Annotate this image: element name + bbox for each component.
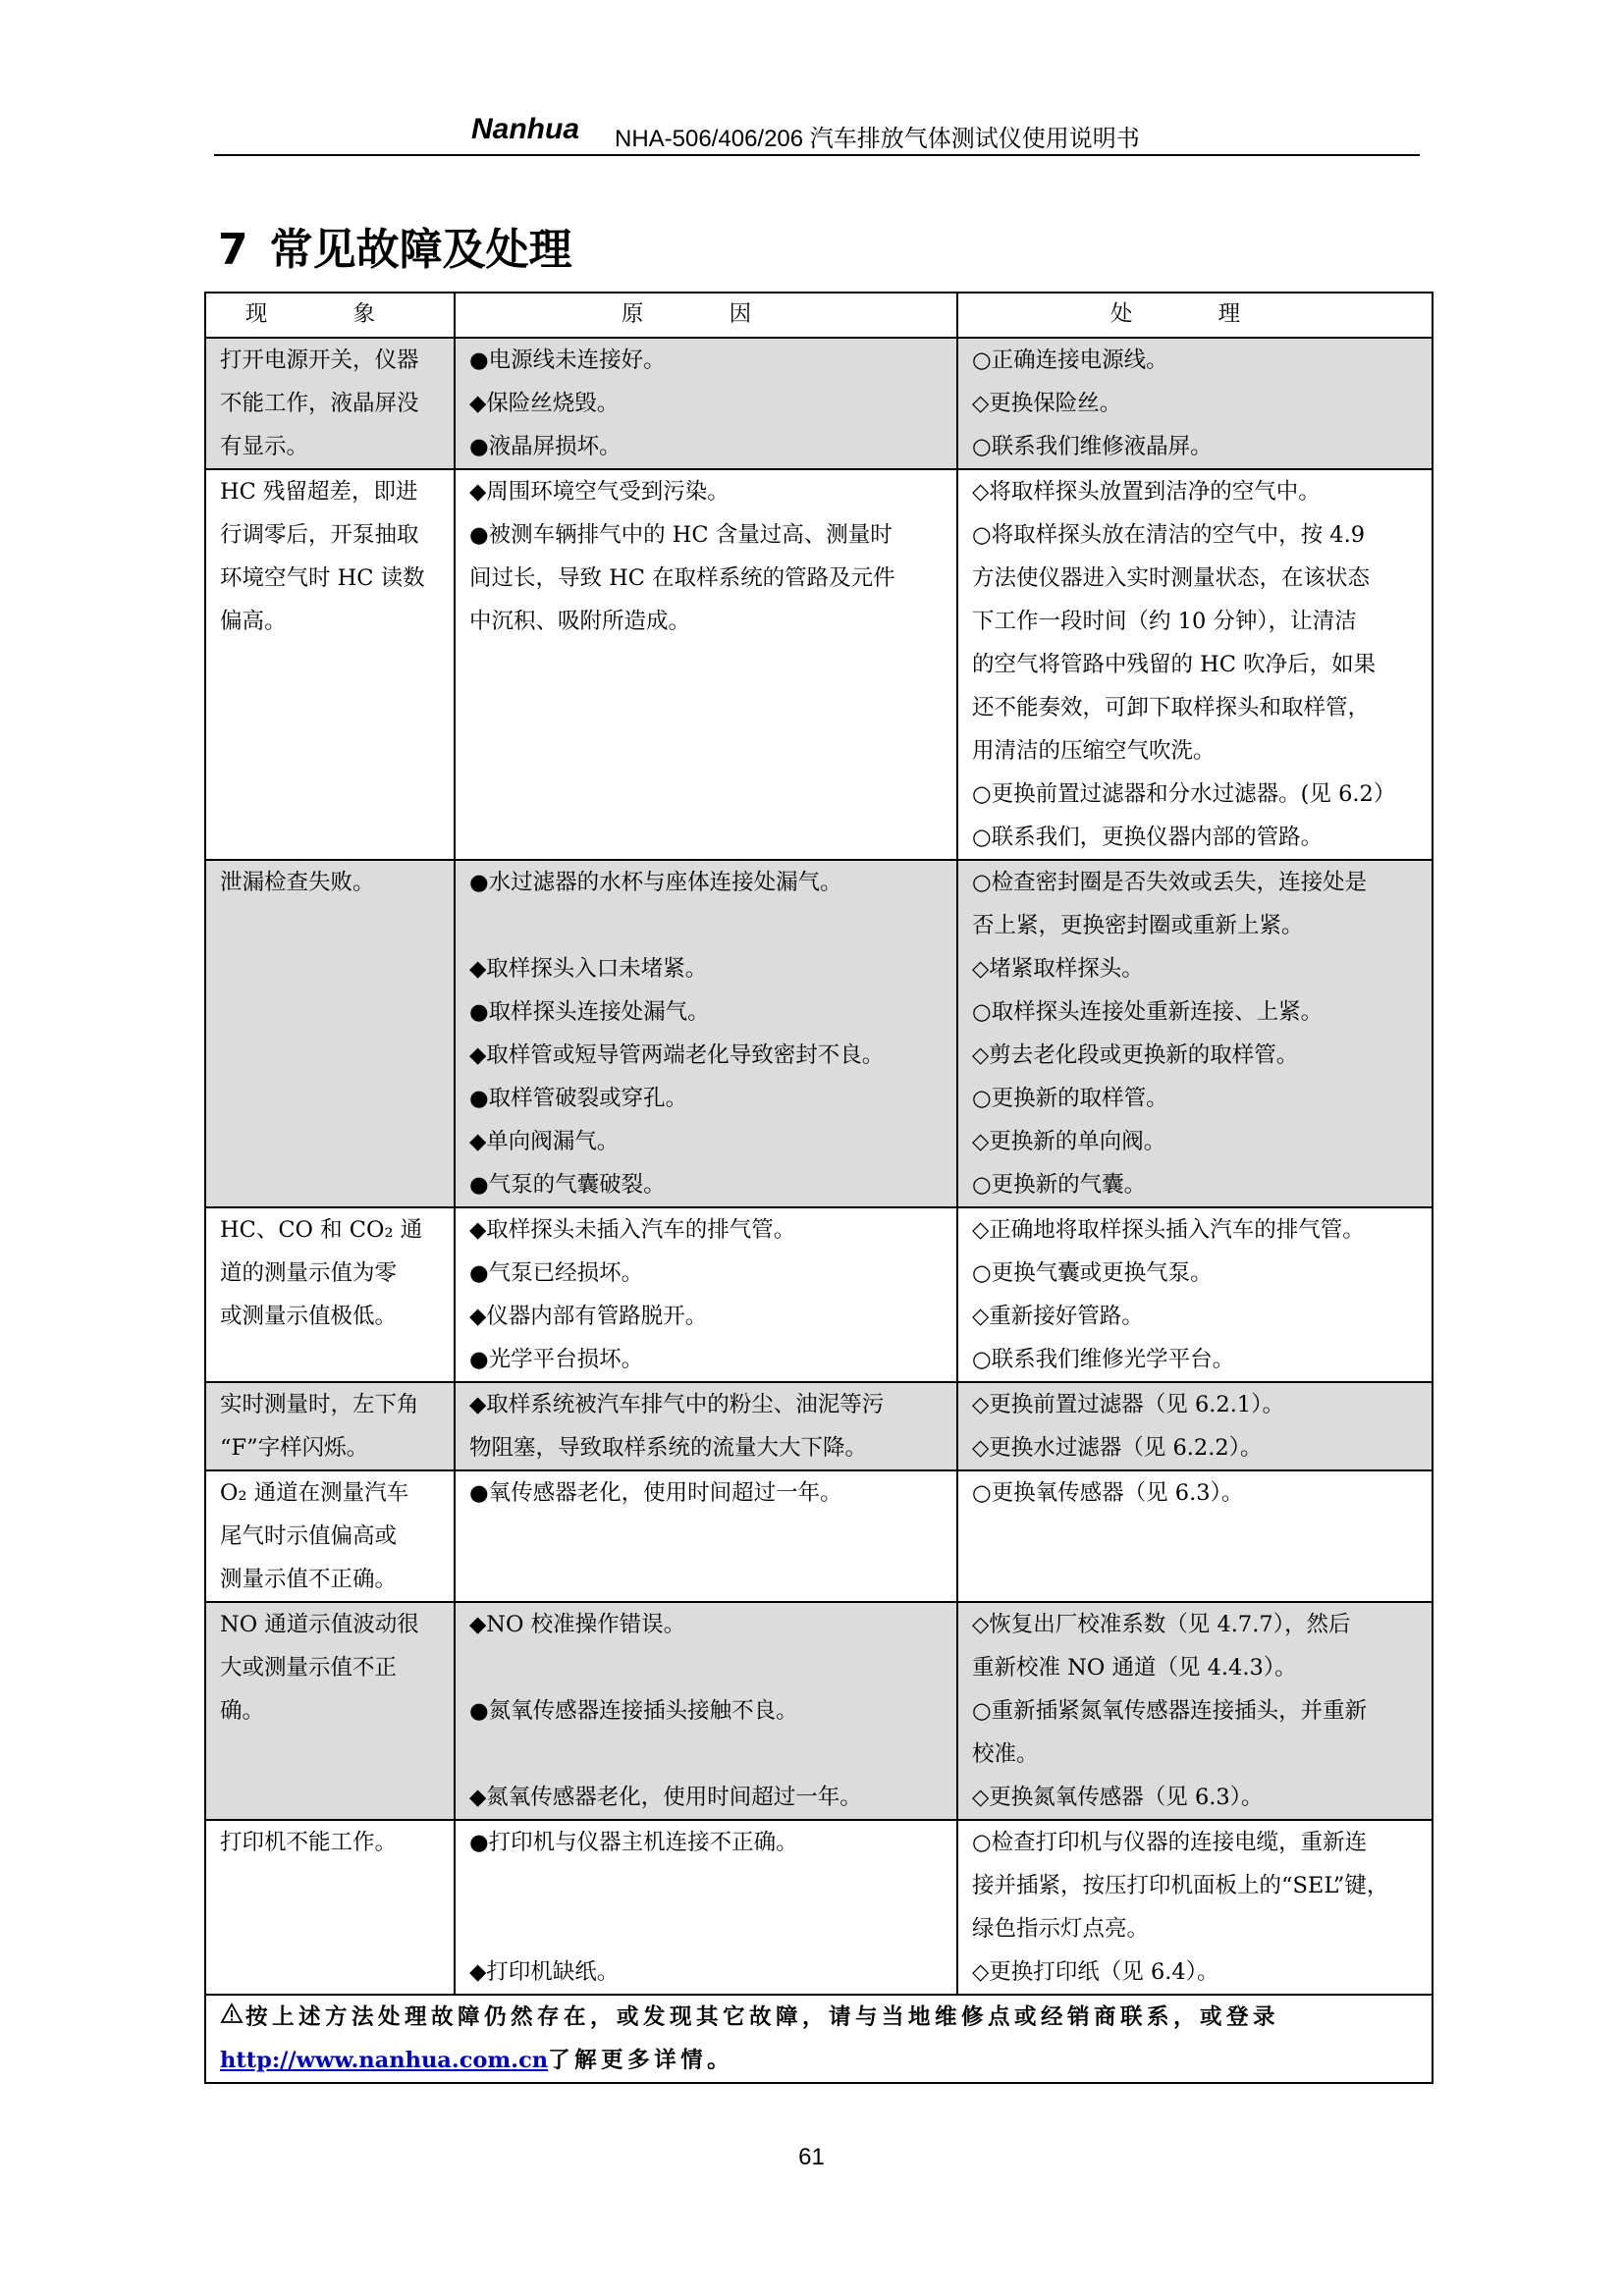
cause-item: ◆取样探头入口未堵紧。 bbox=[469, 956, 708, 982]
action-cell bbox=[957, 1602, 1433, 1820]
table-row bbox=[205, 1382, 1433, 1470]
cause-cell bbox=[455, 860, 957, 1207]
phenomenon-line: 不能工作，液晶屏没 bbox=[220, 391, 419, 416]
action-cell bbox=[957, 1207, 1433, 1382]
cause-item: ◆取样管或短导管两端老化导致密封不良。 bbox=[469, 1042, 885, 1068]
chapter-number: 7 bbox=[218, 225, 248, 275]
phenomenon-line: 偏高。 bbox=[220, 609, 287, 634]
table-row bbox=[205, 1470, 1433, 1602]
phenomenon-cell bbox=[205, 469, 455, 860]
action-item: ○更换新的气囊。 bbox=[972, 1172, 1147, 1198]
spacer-line bbox=[469, 1646, 943, 1689]
phenomenon-cell bbox=[205, 1470, 455, 1602]
cause-item: ◆打印机缺纸。 bbox=[469, 1959, 620, 1985]
cause-item: ◆周围环境空气受到污染。 bbox=[469, 479, 730, 505]
action-item: ○重新插紧氮氧传感器连接插头，并重新 bbox=[972, 1698, 1368, 1724]
notice-text: 按上述方法处理故障仍然存在，或发现其它故障，请与当地维修点或经销商联系，或登录 bbox=[245, 2004, 1280, 2030]
cause-item: ◆取样探头未插入汽车的排气管。 bbox=[469, 1217, 796, 1243]
action-cell bbox=[957, 860, 1433, 1207]
action-item: ○检查密封圈是否失效或丢失，连接处是 bbox=[972, 870, 1368, 895]
phenomenon-cell bbox=[205, 1382, 455, 1470]
action-item: 否上紧，更换密封圈或重新上紧。 bbox=[972, 913, 1304, 938]
phenomenon-line: 泄漏检查失败。 bbox=[220, 870, 375, 895]
cause-item: ●取样探头连接处漏气。 bbox=[469, 999, 710, 1025]
action-cell bbox=[957, 1470, 1433, 1602]
cause-item: ◆保险丝烧毁。 bbox=[469, 391, 620, 416]
action-item: ○更换新的取样管。 bbox=[972, 1086, 1168, 1111]
cause-item: ●氮氧传感器连接插头接触不良。 bbox=[469, 1698, 798, 1724]
spacer-line bbox=[469, 1864, 943, 1907]
action-item: ○更换前置过滤器和分水过滤器。(见 6.2） bbox=[972, 781, 1396, 807]
action-cell bbox=[957, 1820, 1433, 1995]
action-item: 还不能奏效，可卸下取样探头和取样管， bbox=[972, 695, 1371, 721]
table-row bbox=[205, 1207, 1433, 1382]
column-header-phenomenon: 现 象 bbox=[205, 293, 455, 338]
action-item: ◇重新接好管路。 bbox=[972, 1304, 1144, 1329]
cause-cell bbox=[455, 1382, 957, 1470]
action-item: ○联系我们，更换仪器内部的管路。 bbox=[972, 825, 1324, 850]
table-row bbox=[205, 860, 1433, 1207]
action-item: ◇更换打印纸（见 6.4）。 bbox=[972, 1959, 1219, 1985]
page-header bbox=[214, 115, 1420, 156]
action-item: ○正确连接电源线。 bbox=[972, 347, 1168, 373]
notice-row bbox=[205, 1995, 1433, 2083]
cause-cell bbox=[455, 1602, 957, 1820]
troubleshooting-table bbox=[204, 292, 1434, 2084]
table-body bbox=[205, 338, 1433, 1995]
chapter-title bbox=[218, 214, 572, 277]
brand-logo: Nanhua bbox=[471, 113, 580, 145]
website-link[interactable]: http://www.nanhua.com.cn bbox=[220, 2048, 549, 2073]
warning-icon bbox=[220, 1996, 243, 2039]
action-item: 绿色指示灯点亮。 bbox=[972, 1916, 1150, 1942]
action-item: ◇更换氮氧传感器（见 6.3）。 bbox=[972, 1785, 1264, 1810]
cause-cell bbox=[455, 469, 957, 860]
column-header-action: 处 理 bbox=[957, 293, 1433, 338]
phenomenon-cell bbox=[205, 1207, 455, 1382]
cause-cell bbox=[455, 1470, 957, 1602]
phenomenon-line: HC、CO 和 CO₂ 通 bbox=[220, 1217, 423, 1243]
cause-item: ●电源线未连接好。 bbox=[469, 347, 666, 373]
cause-item: ●水过滤器的水杯与座体连接处漏气。 bbox=[469, 870, 842, 895]
phenomenon-line: 行调零后，开泵抽取 bbox=[220, 522, 419, 548]
action-item: 方法使仪器进入实时测量状态，在该状态 bbox=[972, 565, 1371, 591]
action-item: ○更换气囊或更换气泵。 bbox=[972, 1260, 1213, 1286]
phenomenon-line: 实时测量时，左下角 bbox=[220, 1392, 419, 1417]
cause-item: ◆NO 校准操作错误。 bbox=[469, 1612, 686, 1637]
action-cell bbox=[957, 469, 1433, 860]
column-header-cause: 原 因 bbox=[455, 293, 957, 338]
action-item: ◇更换新的单向阀。 bbox=[972, 1129, 1166, 1154]
action-item: ◇更换水过滤器（见 6.2.2）。 bbox=[972, 1435, 1263, 1461]
action-item: ◇剪去老化段或更换新的取样管。 bbox=[972, 1042, 1299, 1068]
phenomenon-line: 道的测量示值为零 bbox=[220, 1260, 398, 1286]
phenomenon-line: “F”字样闪烁。 bbox=[220, 1435, 369, 1461]
action-item: ○取样探头连接处重新连接、上紧。 bbox=[972, 999, 1324, 1025]
notice-cell bbox=[205, 1995, 1433, 2083]
phenomenon-line: 大或测量示值不正 bbox=[220, 1655, 398, 1681]
spacer-line bbox=[469, 1733, 943, 1776]
phenomenon-line: 环境空气时 HC 读数 bbox=[220, 565, 425, 591]
spacer-line bbox=[469, 904, 943, 947]
chapter-heading: 常见故障及处理 bbox=[269, 225, 572, 275]
phenomenon-cell bbox=[205, 338, 455, 469]
cause-item: ●被测车辆排气中的 HC 含量过高、测量时 bbox=[469, 522, 893, 548]
action-item: 校准。 bbox=[972, 1741, 1039, 1767]
cause-cell bbox=[455, 1820, 957, 1995]
action-item: ◇将取样探头放置到洁净的空气中。 bbox=[972, 479, 1321, 505]
cause-cell bbox=[455, 338, 957, 469]
phenomenon-cell bbox=[205, 1820, 455, 1995]
action-item: 重新校准 NO 通道（见 4.4.3）。 bbox=[972, 1655, 1297, 1681]
action-item: ○检查打印机与仪器的连接电缆，重新连 bbox=[972, 1830, 1368, 1855]
notice-suffix: 了解更多详情。 bbox=[548, 2048, 734, 2073]
phenomenon-cell bbox=[205, 860, 455, 1207]
action-item: ○联系我们维修光学平台。 bbox=[972, 1347, 1235, 1372]
action-cell bbox=[957, 1382, 1433, 1470]
phenomenon-line: 测量示值不正确。 bbox=[220, 1567, 398, 1592]
cause-item: ◆氮氧传感器老化，使用时间超过一年。 bbox=[469, 1785, 862, 1810]
table-row bbox=[205, 1820, 1433, 1995]
table-header-row bbox=[205, 293, 1433, 338]
cause-item: 物阻塞，导致取样系统的流量大大下降。 bbox=[469, 1435, 868, 1461]
phenomenon-line: HC 残留超差，即进 bbox=[220, 479, 418, 505]
action-item: 接并插紧，按压打印机面板上的“SEL”键， bbox=[972, 1873, 1389, 1898]
phenomenon-line: 有显示。 bbox=[220, 434, 309, 459]
spacer-line bbox=[469, 1907, 943, 1950]
action-item: ○更换氧传感器（见 6.3）。 bbox=[972, 1480, 1244, 1506]
table-row bbox=[205, 469, 1433, 860]
page-number: 61 bbox=[798, 2144, 825, 2170]
phenomenon-line: O₂ 通道在测量汽车 bbox=[220, 1480, 409, 1506]
cause-item: ◆取样系统被汽车排气中的粉尘、油泥等污 bbox=[469, 1392, 885, 1417]
phenomenon-line: 或测量示值极低。 bbox=[220, 1304, 398, 1329]
action-item: ◇恢复出厂校准系数（见 4.7.7），然后 bbox=[972, 1612, 1351, 1637]
cause-item: 间过长，导致 HC 在取样系统的管路及元件 bbox=[469, 565, 895, 591]
cause-item: ●氧传感器老化，使用时间超过一年。 bbox=[469, 1480, 842, 1506]
table-row bbox=[205, 338, 1433, 469]
phenomenon-line: 尾气时示值偏高或 bbox=[220, 1523, 398, 1549]
action-item: 下工作一段时间（约 10 分钟），让清洁 bbox=[972, 609, 1357, 634]
phenomenon-line: 打印机不能工作。 bbox=[220, 1830, 398, 1855]
cause-item: ●气泵的气囊破裂。 bbox=[469, 1172, 666, 1198]
action-cell bbox=[957, 338, 1433, 469]
table-row bbox=[205, 1602, 1433, 1820]
phenomenon-line: 确。 bbox=[220, 1698, 265, 1724]
phenomenon-cell bbox=[205, 1602, 455, 1820]
action-item: ◇更换前置过滤器（见 6.2.1）。 bbox=[972, 1392, 1284, 1417]
header-title: NHA-506/406/206 汽车排放气体测试仪使用说明书 bbox=[615, 126, 1140, 152]
cause-item: ●气泵已经损坏。 bbox=[469, 1260, 644, 1286]
action-item: 用清洁的压缩空气吹洗。 bbox=[972, 738, 1216, 764]
cause-cell bbox=[455, 1207, 957, 1382]
phenomenon-line: NO 通道示值波动很 bbox=[220, 1612, 419, 1637]
cause-item: 中沉积、吸附所造成。 bbox=[469, 609, 691, 634]
cause-item: ●光学平台损坏。 bbox=[469, 1347, 644, 1372]
cause-item: ●打印机与仪器主机连接不正确。 bbox=[469, 1830, 798, 1855]
phenomenon-line: 打开电源开关，仪器 bbox=[220, 347, 419, 373]
action-item: ◇堵紧取样探头。 bbox=[972, 956, 1144, 982]
cause-item: ◆单向阀漏气。 bbox=[469, 1129, 620, 1154]
cause-item: ●取样管破裂或穿孔。 bbox=[469, 1086, 688, 1111]
action-item: 的空气将管路中残留的 HC 吹净后，如果 bbox=[972, 652, 1377, 677]
cause-item: ◆仪器内部有管路脱开。 bbox=[469, 1304, 708, 1329]
action-item: ○将取样探头放在清洁的空气中，按 4.9 bbox=[972, 522, 1366, 548]
action-item: ○联系我们维修液晶屏。 bbox=[972, 434, 1213, 459]
cause-item: ●液晶屏损坏。 bbox=[469, 434, 622, 459]
action-item: ◇更换保险丝。 bbox=[972, 391, 1122, 416]
action-item: ◇正确地将取样探头插入汽车的排气管。 bbox=[972, 1217, 1365, 1243]
